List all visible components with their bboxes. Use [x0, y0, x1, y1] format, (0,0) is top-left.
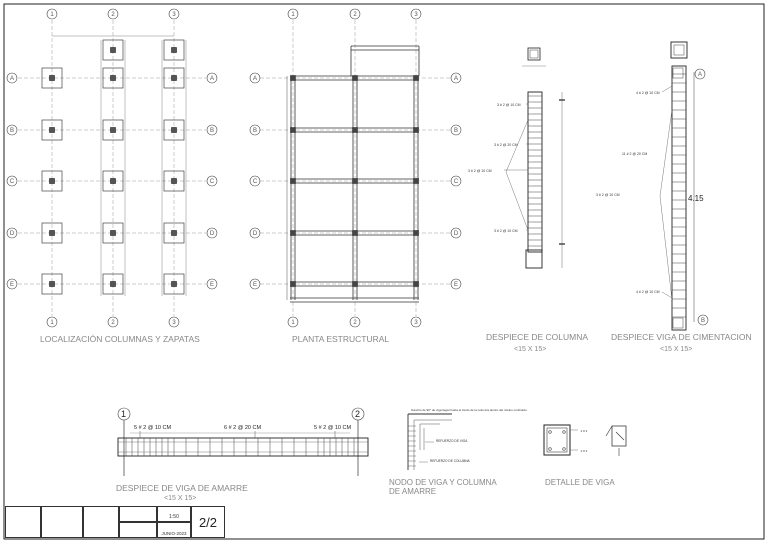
axis-bubble-left-E-label: E	[252, 282, 258, 289]
column-section-inner	[530, 50, 538, 58]
leader	[660, 110, 672, 196]
axis-bubble-bottom-2-label: 2	[111, 320, 115, 327]
title-column-detail-size: <15 X 15>	[514, 346, 547, 353]
column	[111, 282, 116, 287]
column	[172, 282, 177, 287]
title-foundation-beam: DESPIECE VIGA DE CIMENTACION	[611, 332, 752, 342]
column	[50, 128, 55, 133]
tb-scale: 1:50	[169, 514, 179, 520]
beam-body	[672, 66, 686, 330]
column-stirrup-label-3: 3 # 2 @ 10 CM	[468, 169, 492, 173]
axis-bubble-right-E-label: E	[209, 282, 215, 289]
fbeam-axis-B-label: B	[700, 318, 706, 325]
title-block	[5, 506, 227, 538]
axis-bubble-right-A-label: A	[209, 76, 215, 83]
rebar-dot	[563, 431, 566, 434]
column	[291, 179, 296, 184]
axis-bubble-right-B-label: B	[453, 128, 459, 135]
axis-bubble-left-A-label: A	[252, 76, 258, 83]
axis-bubble-left-A-label: A	[9, 76, 15, 83]
leader	[662, 292, 672, 298]
fbeam-stirrup-label-1: 4 # 2 @ 10 CM	[636, 91, 660, 95]
axis-bubble-left-B-label: B	[9, 128, 15, 135]
rebar-dot	[549, 448, 552, 451]
column	[353, 76, 358, 81]
axis-bubble-right-D-label: D	[209, 231, 215, 238]
title-structural-plan: PLANTA ESTRUCTURAL	[292, 334, 390, 344]
fbeam-stirrup-label-4: 4 # 2 @ 10 CM	[636, 290, 660, 294]
leader	[660, 196, 672, 300]
axis-bubble-right-E-label: E	[453, 282, 459, 289]
axis-bubble-right-B-label: B	[209, 128, 215, 135]
column	[111, 179, 116, 184]
axis-bubble-top-1-label: 1	[50, 12, 54, 19]
column	[172, 76, 177, 81]
axis-bubble-left-E-label: E	[9, 282, 15, 289]
tbeam-stirrup-label-2: 6 # 2 @ 20 CM	[224, 425, 262, 431]
column	[353, 282, 358, 287]
column	[291, 282, 296, 287]
column	[50, 282, 55, 287]
axis-bubble-bottom-2-label: 2	[353, 320, 357, 327]
structural-plan	[250, 9, 461, 327]
column	[111, 231, 116, 236]
tb-date: JUNIO-2023	[161, 531, 187, 536]
column	[291, 76, 296, 81]
column	[50, 76, 55, 81]
tb-sheet-number: 2/2	[198, 515, 218, 530]
column-detail-drawing	[504, 48, 565, 268]
tb-sheet-cell	[191, 506, 225, 538]
rebar-dot	[549, 431, 552, 434]
column	[291, 128, 296, 133]
column	[50, 231, 55, 236]
tbeam-axis-right: 2	[355, 409, 361, 419]
tb-cell-5	[119, 522, 157, 538]
tie-beam-drawing	[118, 408, 368, 476]
title-column-detail: DESPIECE DE COLUMNA	[486, 332, 589, 342]
beam-section-drawing	[544, 425, 626, 456]
axis-bubble-top-2-label: 2	[111, 12, 115, 19]
beam-detail-section	[544, 425, 570, 455]
title-node-line2: DE AMARRE	[389, 487, 437, 496]
fbeam-axis-A-label: A	[697, 72, 703, 79]
node-label-beam: REFUERZO DE VIGA	[436, 439, 468, 443]
node-label-column: REFUERZO DE COLUMNA	[430, 459, 470, 463]
column	[111, 128, 116, 133]
axis-bubble-right-A-label: A	[453, 76, 459, 83]
column	[414, 282, 419, 287]
column	[414, 231, 419, 236]
tb-date-cell	[157, 522, 191, 538]
beam-end-bottom	[673, 318, 683, 328]
foundation-beam-drawing	[660, 42, 708, 330]
tie-beam-body	[118, 438, 368, 456]
tbeam-stirrup-label-1: 5 # 2 @ 10 CM	[134, 425, 172, 431]
beam-section-inner	[674, 45, 684, 55]
axis-bubble-bottom-1-label: 1	[291, 320, 295, 327]
column	[353, 128, 358, 133]
tb-cell-1	[5, 506, 41, 538]
title-beam-detail: DETALLE DE VIGA	[545, 478, 615, 487]
column	[291, 231, 296, 236]
footing-plan	[7, 9, 217, 327]
leader	[662, 86, 672, 92]
tb-cell-3	[83, 506, 119, 538]
hook-detail	[612, 426, 626, 446]
column	[111, 76, 116, 81]
column	[172, 179, 177, 184]
rebar-bottom-label: 2 # 2	[580, 448, 588, 453]
axis-bubble-left-C-label: C	[9, 179, 15, 186]
fbeam-stirrup-label-3: 3 # 2 @ 10 CM	[596, 193, 620, 197]
axis-bubble-bottom-3-label: 3	[172, 320, 176, 327]
fbeam-dimension: 4.15	[688, 194, 704, 203]
axis-bubble-right-C-label: C	[209, 179, 215, 186]
fbeam-stirrup-label-2: 11 # 2 @ 20 CM	[622, 152, 648, 156]
axis-bubble-top-3-label: 3	[414, 12, 418, 19]
leader	[506, 172, 528, 230]
column	[50, 179, 55, 184]
column-stirrup-label-2: 3 # 2 @ 20 CM	[494, 143, 518, 147]
title-node-line1: NODO DE VIGA Y COLUMNA	[389, 478, 497, 487]
column	[172, 128, 177, 133]
axis-bubble-left-D-label: D	[9, 231, 15, 238]
tbeam-axis-left: 1	[121, 409, 127, 419]
axis-bubble-top-3-label: 3	[172, 12, 176, 19]
column	[172, 231, 177, 236]
tbeam-stirrup-label-3: 5 # 2 @ 10 CM	[314, 425, 352, 431]
tb-cell-4	[119, 506, 157, 522]
axis-bubble-left-B-label: B	[252, 128, 258, 135]
column	[414, 128, 419, 133]
column	[414, 179, 419, 184]
title-tie-beam: DESPIECE DE VIGA DE AMARRE	[116, 483, 248, 493]
title-columns-footings: LOCALIZACIÓN COLUMNAS Y ZAPATAS	[40, 334, 200, 344]
axis-bubble-top-1-label: 1	[291, 12, 295, 19]
column	[353, 179, 358, 184]
title-tie-beam-size: <15 X 15>	[164, 495, 197, 502]
axis-bubble-bottom-1-label: 1	[50, 320, 54, 327]
axis-bubble-right-C-label: C	[453, 179, 459, 186]
sheet-border	[4, 4, 764, 539]
rebar-top-label: 2 # 2	[580, 428, 588, 433]
column	[414, 76, 419, 81]
column-top	[111, 48, 116, 53]
title-foundation-beam-size: <15 X 15>	[660, 346, 693, 353]
tb-cell-2	[41, 506, 83, 538]
column-top	[172, 48, 177, 53]
column	[353, 231, 358, 236]
tb-scale-cell	[157, 506, 191, 522]
column-footing	[526, 250, 542, 268]
hook-line	[606, 426, 612, 436]
axis-bubble-right-D-label: D	[453, 231, 459, 238]
axis-bubble-top-2-label: 2	[353, 12, 357, 19]
axis-bubble-bottom-3-label: 3	[414, 320, 418, 327]
beam-end-top	[673, 68, 683, 78]
rebar-dot	[563, 448, 566, 451]
axis-bubble-left-C-label: C	[252, 179, 258, 186]
column-stirrup-label-1: 3 # 2 @ 10 CM	[497, 103, 521, 107]
hook-line	[616, 432, 624, 440]
beam-section	[671, 42, 687, 58]
column-stirrup-label-4: 3 # 2 @ 10 CM	[494, 229, 518, 233]
axis-bubble-left-D-label: D	[252, 231, 258, 238]
node-note: Gancho de 90° de viga llegar hasta el fondo de la columna dentro del núcleo confinado	[411, 408, 527, 412]
